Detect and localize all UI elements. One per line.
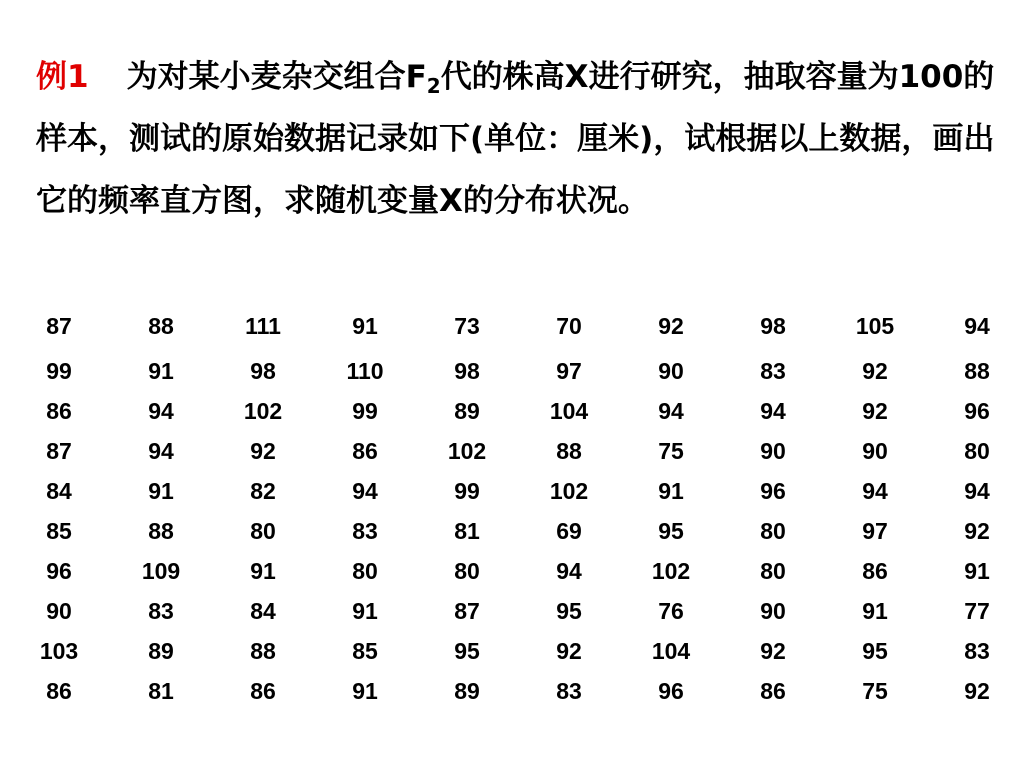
table-row <box>8 551 1024 591</box>
table-cell: 99 <box>352 398 378 424</box>
table-cell: 110 <box>346 358 384 384</box>
table-cell: 69 <box>556 518 582 544</box>
table-cell: 98 <box>760 313 786 339</box>
table-row <box>8 471 1024 511</box>
table-cell: 86 <box>760 678 786 704</box>
table-cell: 85 <box>352 638 378 664</box>
table-cell: 87 <box>454 598 480 624</box>
table-cell: 105 <box>855 313 895 339</box>
table-cell: 82 <box>250 478 276 504</box>
table-cell: 102 <box>651 558 691 584</box>
table-cell: 94 <box>148 398 174 424</box>
table-cell: 92 <box>964 518 990 544</box>
table-cell: 97 <box>862 518 888 544</box>
table-cell: 80 <box>250 518 276 544</box>
table-cell: 92 <box>556 638 582 664</box>
table-cell: 76 <box>658 598 684 624</box>
table-cell: 92 <box>760 638 786 664</box>
table-cell: 92 <box>862 358 888 384</box>
table-cell: 90 <box>760 438 786 464</box>
table-cell: 86 <box>250 678 276 704</box>
table-cell: 96 <box>658 678 684 704</box>
table-cell: 83 <box>556 678 582 704</box>
table-cell: 83 <box>148 598 174 624</box>
table-cell: 75 <box>658 438 684 464</box>
table-cell: 94 <box>760 398 786 424</box>
table-cell: 104 <box>549 398 589 424</box>
table-cell: 85 <box>46 518 72 544</box>
table-cell: 89 <box>148 638 174 664</box>
table-cell: 95 <box>556 598 582 624</box>
table-cell: 94 <box>964 478 990 504</box>
table-cell: 80 <box>454 558 480 584</box>
table-cell: 94 <box>658 398 684 424</box>
table-cell: 88 <box>250 638 276 664</box>
table-cell: 80 <box>964 438 990 464</box>
table-cell: 88 <box>148 518 174 544</box>
table-cell: 95 <box>454 638 480 664</box>
table-cell: 80 <box>352 558 378 584</box>
table-cell: 86 <box>352 438 378 464</box>
table-cell: 95 <box>862 638 888 664</box>
table-cell: 81 <box>148 678 174 704</box>
table-cell: 75 <box>862 678 888 704</box>
table-cell: 94 <box>862 478 888 504</box>
table-cell: 70 <box>556 313 582 339</box>
generation-subscript: 2 <box>426 74 441 98</box>
table-cell: 94 <box>352 478 378 504</box>
table-cell: 90 <box>46 598 72 624</box>
table-cell: 95 <box>658 518 684 544</box>
table-cell: 102 <box>549 478 589 504</box>
table-cell: 80 <box>760 558 786 584</box>
table-cell: 87 <box>46 438 72 464</box>
table-cell: 73 <box>454 313 480 339</box>
table-cell: 94 <box>148 438 174 464</box>
table-cell: 90 <box>760 598 786 624</box>
table-row <box>8 391 1024 431</box>
table-cell: 97 <box>556 358 582 384</box>
table-cell: 88 <box>964 358 990 384</box>
table-cell: 96 <box>964 398 990 424</box>
table-cell: 94 <box>964 313 990 339</box>
table-cell: 99 <box>46 358 72 384</box>
table-cell: 91 <box>148 478 174 504</box>
table-row <box>8 511 1024 551</box>
problem-text-start: 为对某小麦杂交组合F <box>126 59 427 95</box>
table-cell: 102 <box>447 438 487 464</box>
table-cell: 86 <box>862 558 888 584</box>
table-cell: 91 <box>250 558 276 584</box>
table-cell: 91 <box>352 678 378 704</box>
table-cell: 92 <box>250 438 276 464</box>
problem-text-rest: 代的株高X进行研究，抽取容量为100的样本，测试的原始数据记录如下(单位：厘米)，试根据以上数据，画出它的频率直方图，求随机变量X的分布状况。 <box>36 59 995 219</box>
table-cell: 86 <box>46 398 72 424</box>
table-row <box>8 591 1024 631</box>
height-data-body <box>8 305 1024 711</box>
table-cell: 88 <box>556 438 582 464</box>
table-row <box>8 631 1024 671</box>
table-cell: 89 <box>454 678 480 704</box>
table-row <box>8 431 1024 471</box>
table-cell: 91 <box>352 598 378 624</box>
table-cell: 84 <box>250 598 276 624</box>
table-cell: 98 <box>454 358 480 384</box>
table-cell: 86 <box>46 678 72 704</box>
table-cell: 102 <box>243 398 283 424</box>
table-cell: 81 <box>454 518 480 544</box>
table-cell: 91 <box>862 598 888 624</box>
table-cell: 84 <box>46 478 72 504</box>
table-cell: 90 <box>862 438 888 464</box>
table-cell: 83 <box>964 638 990 664</box>
table-cell: 91 <box>658 478 684 504</box>
table-cell: 89 <box>454 398 480 424</box>
table-cell: 92 <box>964 678 990 704</box>
table-row <box>8 671 1024 711</box>
table-cell: 83 <box>760 358 786 384</box>
table-cell: 96 <box>760 478 786 504</box>
table-cell: 99 <box>454 478 480 504</box>
table-cell: 92 <box>658 313 684 339</box>
table-cell: 90 <box>658 358 684 384</box>
table-cell: 111 <box>245 313 281 339</box>
table-cell: 88 <box>148 313 174 339</box>
table-cell: 92 <box>862 398 888 424</box>
table-cell: 77 <box>964 598 990 624</box>
table-cell: 98 <box>250 358 276 384</box>
problem-statement <box>36 46 996 232</box>
table-cell: 91 <box>964 558 990 584</box>
table-cell: 104 <box>651 638 691 664</box>
table-cell: 96 <box>46 558 72 584</box>
table-cell: 91 <box>352 313 378 339</box>
table-cell: 80 <box>760 518 786 544</box>
table-row <box>8 351 1024 391</box>
table-cell: 87 <box>46 313 72 339</box>
table-cell: 94 <box>556 558 582 584</box>
table-cell: 83 <box>352 518 378 544</box>
table-cell: 109 <box>141 558 181 584</box>
table-cell: 103 <box>39 638 79 664</box>
table-cell: 91 <box>148 358 174 384</box>
height-data-table <box>8 305 1024 711</box>
table-row <box>8 305 1024 347</box>
example-label: 例1 <box>36 59 89 95</box>
